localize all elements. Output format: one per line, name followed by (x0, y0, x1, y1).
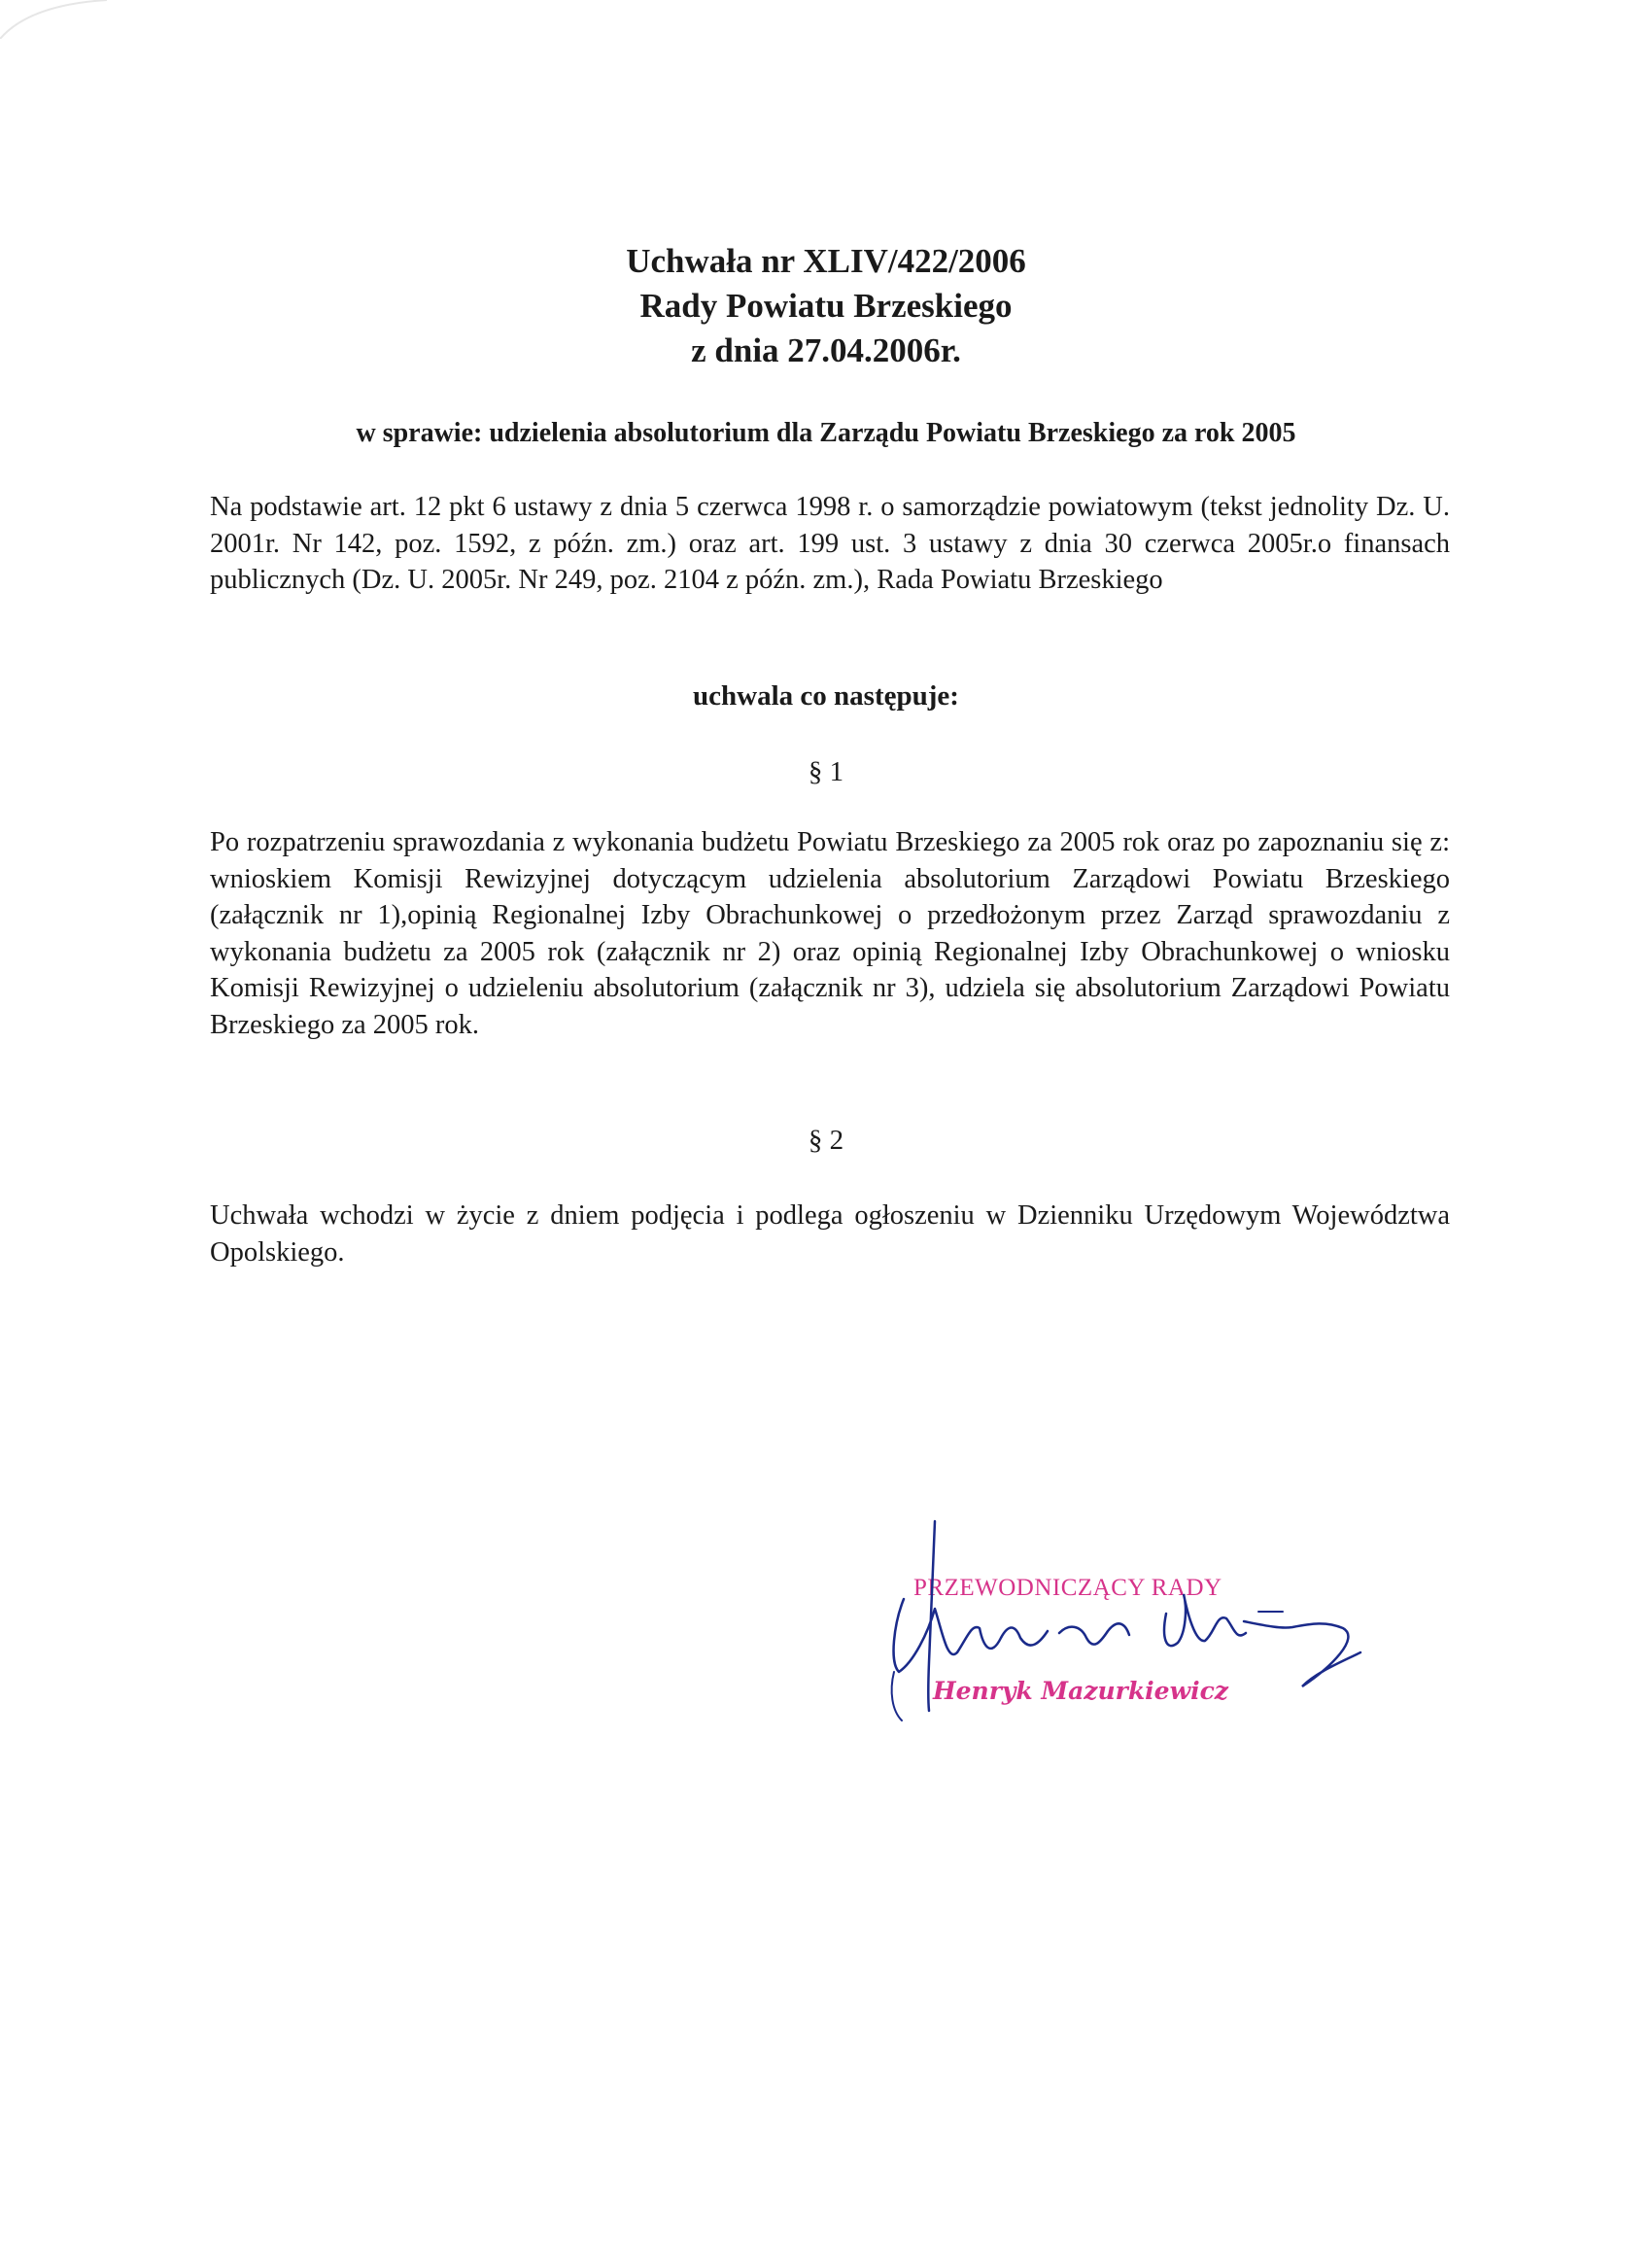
resolution-subject: w sprawie: udzielenia absolutorium dla Zarządu Powiatu Brzeskiego za rok 2005 (356, 418, 1296, 448)
page-corner-fold (0, 0, 117, 39)
handwritten-signature (875, 1516, 1399, 1740)
section-2-heading: § 2 (808, 1125, 844, 1156)
resolution-header (0, 239, 1652, 373)
section-1-text: Po rozpatrzeniu sprawozdania z wykonania budżetu Powiatu Brzeskiego za 2005 rok oraz po zapoznaniu się z: wnioskiem Komisji Rewizyjnej dotyczącym udzielenia absolutorium Zarządowi Powiatu Brzeskiego (załącznik nr 1),opinią Regionalnej Izby Obrachunkowej o przedłożonym przez Zarząd sprawozdaniu z wykonania budżetu za 2005 rok (załącznik nr 2) oraz opinią Regionalnej Izby Obrachunkowej o wniosku Komisji Rewizyjnej o udzieleniu absolutorium (załącznik nr 3), udziela się absolutorium Zarządowi Powiatu Brzeskiego za 2005 rok. (210, 827, 1450, 1040)
section-2-text: Uchwała wchodzi w życie z dniem podjęcia i podlega ogłoszeniu w Dzienniku Urzędowym Województwa Opolskiego. (210, 1200, 1450, 1268)
signature-stamp (875, 1516, 1399, 1740)
resolves-heading: uchwala co następuje: (693, 680, 959, 712)
council-name: Rady Powiatu Brzeskiego (639, 287, 1013, 325)
resolution-date: z dnia 27.04.2006r. (691, 331, 961, 369)
section-1-heading: § 1 (808, 756, 844, 787)
stamp-name: Henryk Mazurkiewicz (933, 1677, 1229, 1705)
stamp-title: PRZEWODNICZĄCY RADY (913, 1575, 1222, 1601)
legal-basis-paragraph: Na podstawie art. 12 pkt 6 ustawy z dnia 5 czerwca 1998 r. o samorządzie powiatowym (tekst jednolity Dz. U. 2001r. Nr 142, poz. 1592, z późn. zm.) oraz art. 199 ust. 3 ustawy z dnia 30 czerwca 2005r.o finansach publicznych (Dz. U. 2005r. Nr 249, poz. 2104 z późn. zm.), Rada Powiatu Brzeskiego (210, 492, 1450, 595)
resolution-number: Uchwała nr XLIV/422/2006 (626, 242, 1026, 280)
